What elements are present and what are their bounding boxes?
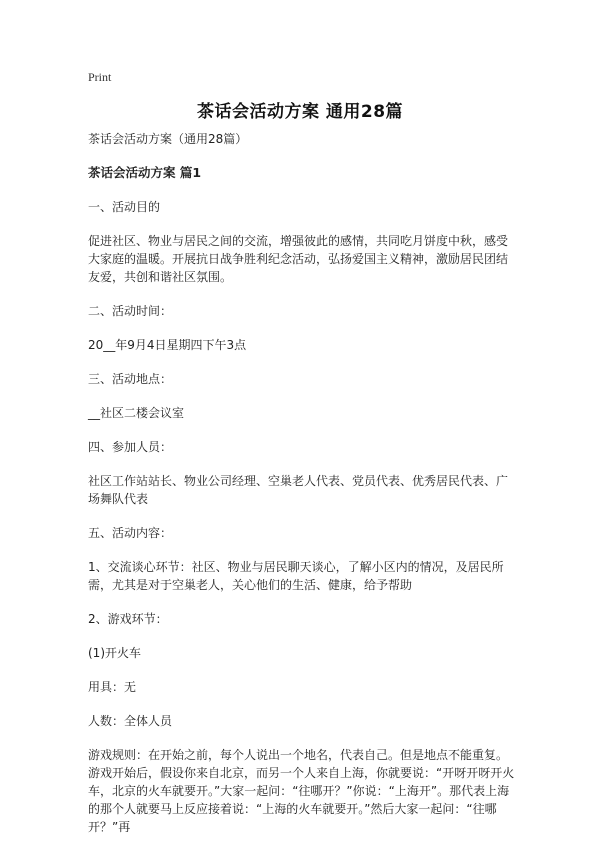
game-players: 人数：全体人员: [88, 714, 173, 728]
game-tools: 用具：无: [88, 680, 137, 694]
heading-purpose: 一、活动目的: [88, 200, 161, 214]
print-label: Print: [88, 70, 112, 84]
section-title: 茶话会活动方案 篇1: [88, 165, 202, 180]
paragraph-time: 20__年9月4日星期四下午3点: [88, 338, 247, 352]
paragraph-participants: 社区工作站站长、物业公司经理、空巢老人代表、党员代表、优秀居民代表、广场舞队代表: [88, 474, 509, 506]
game-rules: 游戏规则：在开始之前，每个人说出一个地名，代表自己。但是地点不能重复。游戏开始后，假设你来自北京，而另一个人来自上海，你就要说：“开呀开呀开火车，北京的火车就要开。”大家一起问：“往哪开？”你说：“上海开”。那代表上海的那个人就要马上反应接着说：“上海的火车就要开。”然后大家一起问：“往哪开？”再: [88, 748, 515, 834]
paragraph-communication: 1、交流谈心环节：社区、物业与居民聊天谈心，了解小区内的情况，及居民所需，尤其是对于空巢老人，关心他们的生活、健康，给予帮助: [88, 560, 504, 592]
paragraph-purpose: 促进社区、物业与居民之间的交流，增强彼此的感情，共同吃月饼度中秋，感受大家庭的温暖。开展抗日战争胜利纪念活动，弘扬爱国主义精神，激励居民团结友爱，共创和谐社区氛围。: [88, 234, 509, 284]
document-body: [88, 130, 516, 852]
heading-games: 2、游戏环节：: [88, 612, 168, 626]
heading-participants: 四、参加人员：: [88, 440, 173, 454]
document-title: 茶话会活动方案 通用28篇: [196, 102, 404, 122]
paragraph-location: __社区二楼会议室: [88, 406, 185, 420]
heading-time: 二、活动时间：: [88, 304, 173, 318]
heading-location: 三、活动地点：: [88, 372, 173, 386]
document-subtitle: 茶话会活动方案（通用28篇）: [88, 132, 248, 146]
game-name: (1)开火车: [88, 646, 141, 660]
heading-content: 五、活动内容：: [88, 526, 173, 540]
